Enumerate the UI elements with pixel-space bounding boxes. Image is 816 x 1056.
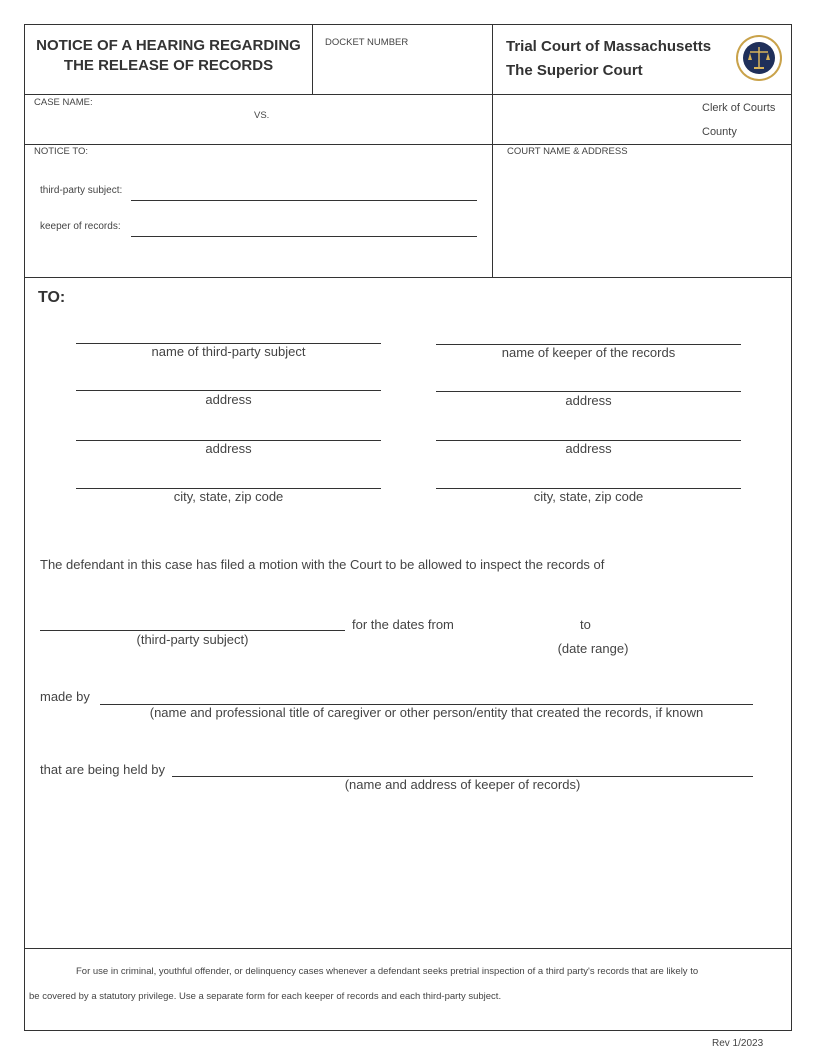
- docket-number-label: DOCKET NUMBER: [325, 37, 409, 48]
- header-divider-2: [492, 24, 493, 277]
- court-seal-icon: [735, 34, 783, 82]
- third-party-name-caption: name of third-party subject: [151, 344, 306, 359]
- keeper-of-records-field[interactable]: [131, 236, 477, 237]
- footer-note-line2: be covered by a statutory privilege. Use a separate form for each keeper of records and each third-party subject.: [29, 991, 502, 1002]
- for-dates-from-label: for the dates from: [352, 617, 454, 632]
- third-party-address1-caption: address: [205, 392, 252, 407]
- keeper-address2-caption: address: [565, 441, 612, 456]
- held-by-caption: (name and address of keeper of records): [344, 777, 581, 792]
- made-by-label: made by: [40, 689, 90, 704]
- third-party-subject-caption: (third-party subject): [136, 632, 249, 647]
- case-name-label: CASE NAME:: [34, 97, 93, 108]
- form-frame: [24, 24, 792, 1031]
- court-name-address-label: COURT NAME & ADDRESS: [507, 146, 628, 157]
- court-name-line1: Trial Court of Massachusetts: [506, 38, 712, 55]
- motion-intro-text: The defendant in this case has filed a motion with the Court to be allowed to inspect the records of: [40, 557, 605, 572]
- made-by-caption: (name and professional title of caregiver or other person/entity that created the records, if known: [149, 705, 704, 720]
- third-party-address1-field[interactable]: [76, 390, 381, 391]
- date-to-label: to: [580, 617, 591, 632]
- county-label: County: [702, 126, 737, 138]
- revision-label: Rev 1/2023: [712, 1038, 764, 1049]
- form-title-line1: NOTICE OF A HEARING REGARDING: [36, 37, 301, 54]
- date-range-caption: (date range): [557, 641, 629, 656]
- header-bottom-rule: [24, 94, 792, 95]
- header-divider-1: [312, 24, 313, 94]
- third-party-subject-field[interactable]: [131, 200, 477, 201]
- case-row-bottom-rule: [24, 144, 792, 145]
- keeper-name-caption: name of keeper of the records: [501, 345, 676, 360]
- footer-note-line1: For use in criminal, youthful offender, or delinquency cases whenever a defendant seeks pretrial inspection of a third party's records that are likely to: [76, 966, 699, 977]
- notice-to-label: NOTICE TO:: [34, 146, 89, 157]
- form-title: [25, 36, 312, 76]
- third-party-address2-caption: address: [205, 441, 252, 456]
- form-title-line2: THE RELEASE OF RECORDS: [63, 57, 274, 74]
- notice-row-bottom-rule: [24, 277, 792, 278]
- keeper-city-caption: city, state, zip code: [533, 489, 644, 504]
- third-party-subject-inline-field[interactable]: [40, 630, 345, 631]
- court-name-line2: The Superior Court: [506, 62, 643, 79]
- clerk-of-courts-label: Clerk of Courts: [702, 102, 776, 114]
- keeper-address1-caption: address: [565, 393, 612, 408]
- third-party-city-caption: city, state, zip code: [173, 489, 284, 504]
- to-label: TO:: [38, 289, 66, 306]
- footer-top-rule: [24, 948, 792, 949]
- keeper-address1-field[interactable]: [436, 391, 741, 392]
- vs-label: VS.: [254, 110, 270, 121]
- keeper-of-records-label: keeper of records:: [40, 221, 121, 232]
- third-party-subject-label: third-party subject:: [40, 185, 123, 196]
- held-by-label: that are being held by: [40, 762, 166, 777]
